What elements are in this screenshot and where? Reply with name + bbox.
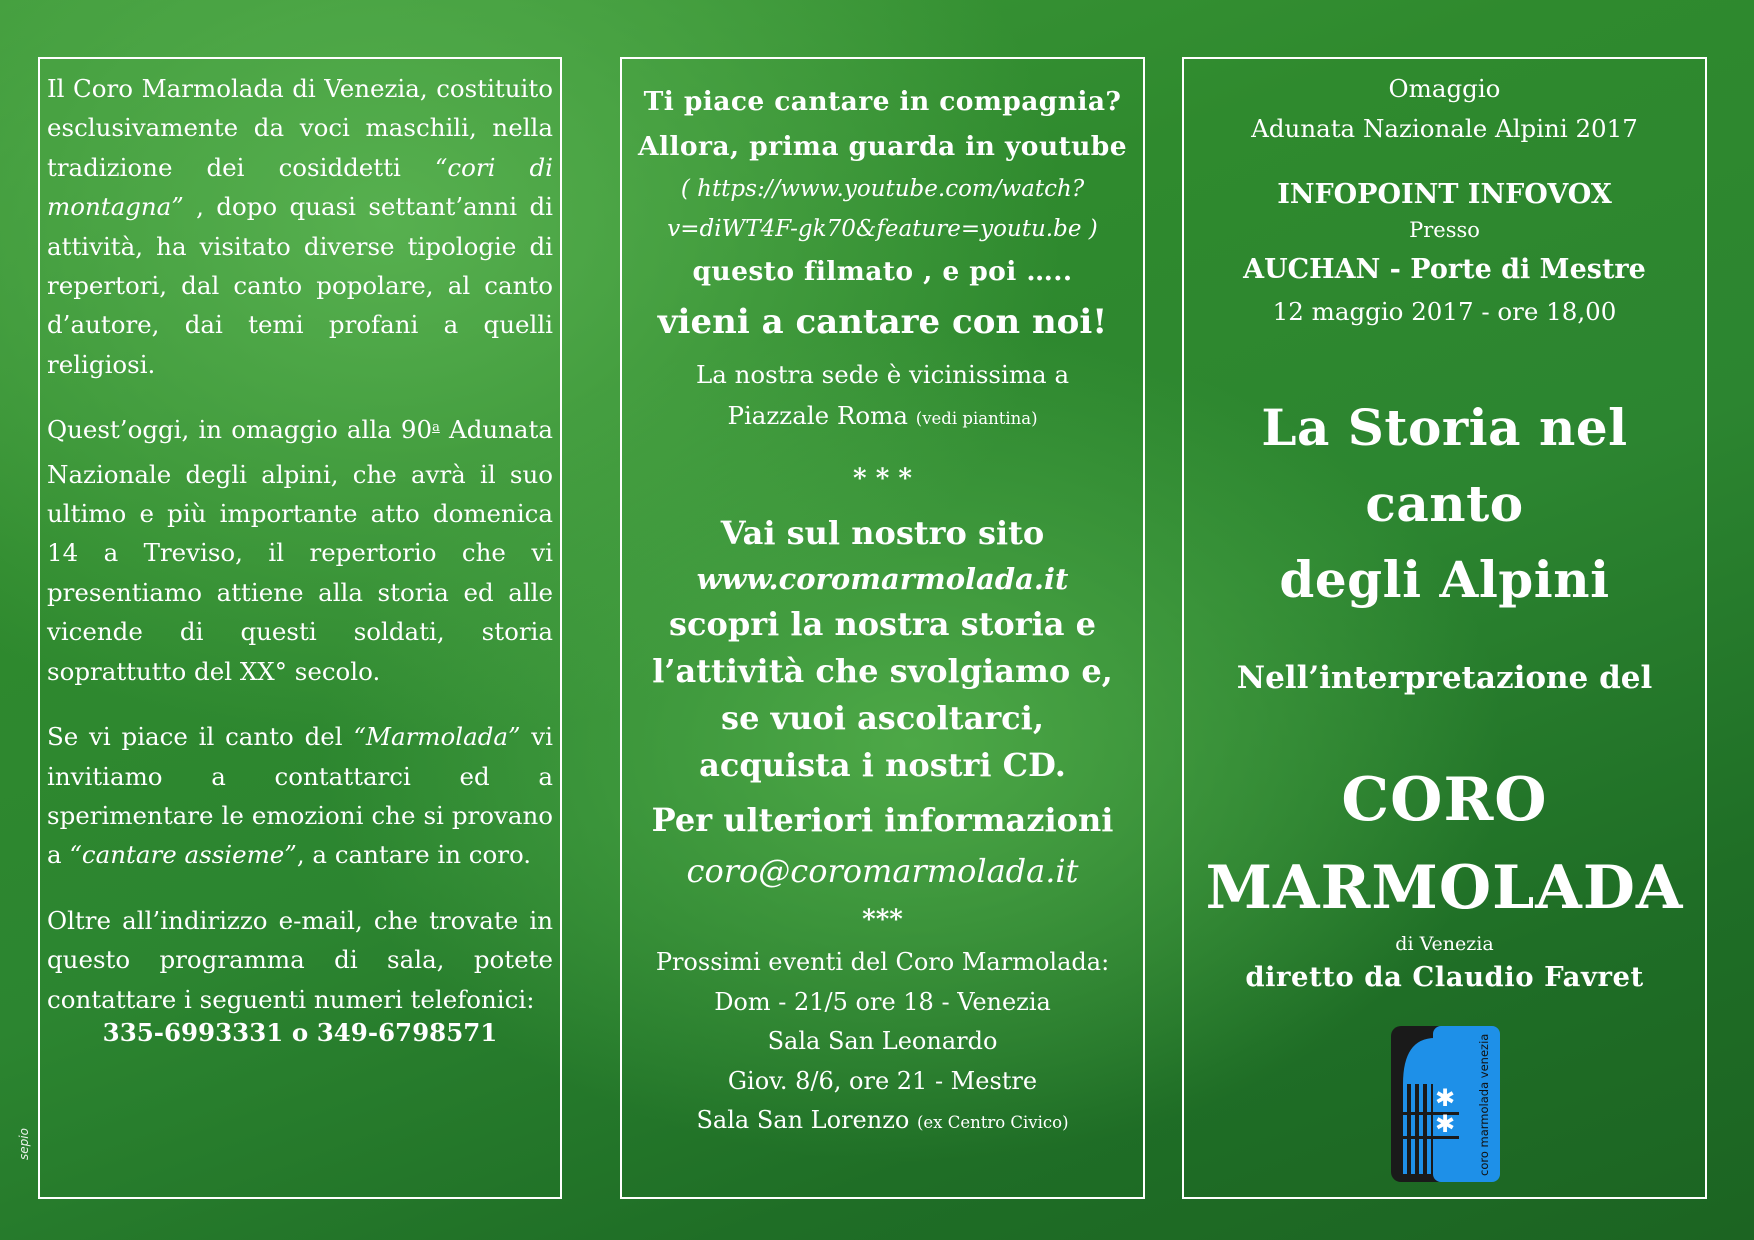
website-url[interactable]: www.coromarmolada.it [696,562,1069,596]
website-line-4: se vuoi ascoltarci, [721,699,1044,737]
marmolada-title: MARMOLADA [1205,853,1684,923]
film-line: questo filmato , e poi ….. [692,256,1073,287]
snowflake-icon-2 [1435,1110,1455,1138]
presso-label: Presso [1409,218,1480,242]
info-heading: Per ulteriori informazioni [651,801,1114,839]
sing-with-us: vieni a cantare con noi! [657,302,1108,342]
svg-text:✱: ✱ [1434,1084,1456,1112]
phone-numbers: 335-6993331 o 349-6798571 [102,1017,498,1047]
event-1-place: Sala San Leonardo [767,1027,998,1055]
coro-marmolada-logo [1389,1024,1502,1184]
stars-divider-2: *** [862,905,903,935]
left-panel [38,57,562,1199]
ordinal-suffix: a [432,420,440,436]
website-line-2: scopri la nostra storia e [669,605,1096,643]
infopoint-label: INFOPOINT INFOVOX [1277,179,1612,210]
event-2-place: Sala San Lorenzo (ex Centro Civico) [696,1106,1069,1134]
title-line-1: La Storia nel canto [1261,398,1628,533]
director-label: diretto da Claudio Favret [1245,961,1644,993]
interpretation-label: Nell’interpretazione del [1236,660,1653,696]
middle-panel [620,57,1145,1199]
auchan-label: AUCHAN - Porte di Mestre [1243,254,1646,285]
website-line-5: acquista i nostri CD. [699,746,1066,784]
website-line-3: l’attività che svolgiamo e, [652,652,1113,690]
youtube-url-1[interactable]: ( https://www.youtube.com/watch? [680,176,1085,202]
invite-paragraph: Se vi piace il canto del “Marmolada” vi invitiamo a contattarci ed a sperimentare le emozioni che si provano a “cantare assieme”, a cantare in coro. [47,722,553,870]
sede-line-1: La nostra sede è vicinissima a [695,360,1070,389]
youtube-prompt: Allora, prima guarda in youtube [638,131,1127,162]
venezia-label: di Venezia [1395,933,1494,955]
title-line-2: degli Alpini [1279,550,1610,609]
svg-text:✱: ✱ [1434,1110,1456,1138]
adunata-label: Adunata Nazionale Alpini 2017 [1251,114,1638,143]
adunata-paragraph: Quest’oggi, in omaggio alla $90_a$ Adunata Nazionale degli alpini, che avrà il suo ultimo e più importante atto domenica 14 a Treviso, il repertorio che vi presentiamo attiene alla storia ed alle vicende di questi soldati, storia soprattutto del XX° secolo. [47,415,553,686]
event-2-date: Giov. 8/6, ore 21 - Mestre [727,1066,1038,1095]
coro-title: CORO [1341,765,1548,835]
snowflake-icon-1 [1435,1084,1455,1112]
event-1-date: Dom - 21/5 ore 18 - Venezia [714,987,1051,1016]
contact-paragraph: Oltre all’indirizzo e-mail, che trovate in questo programma di sala, potete contattare i seguenti numeri telefonici: [47,905,553,1014]
event-date: 12 maggio 2017 - ore 18,00 [1272,297,1617,326]
stars-divider-1: * * * [853,464,912,494]
youtube-url-2[interactable]: v=diWT4F-gk70&feature=youtu.be ) [667,216,1098,242]
events-heading: Prossimi eventi del Coro Marmolada: [655,948,1110,976]
website-heading: Vai sul nostro sito [720,514,1045,552]
invite-question: Ti piace cantare in compagnia? [643,86,1122,117]
credit-text: sepio [17,1128,31,1160]
email-link[interactable]: coro@coromarmolada.it [686,852,1079,890]
logo-text: coro marmolada venezia [1477,1033,1491,1176]
omaggio-label: Omaggio [1388,74,1501,103]
italic-cori: “cori di montagna” [47,152,553,222]
right-panel [1182,57,1707,1199]
sede-line-2: Piazzale Roma (vedi piantina) [727,401,1038,430]
intro-paragraph: Il Coro Marmolada di Venezia, costituito esclusivamente da voci maschili, nella tradizione dei cosiddetti “cori di montagna” , dopo quasi settant’anni di attività, ha visitato diverse tipologie di repertori, dal canto popolare, al canto d’autore, dai temi profani a quelli religiosi. [47,74,553,379]
